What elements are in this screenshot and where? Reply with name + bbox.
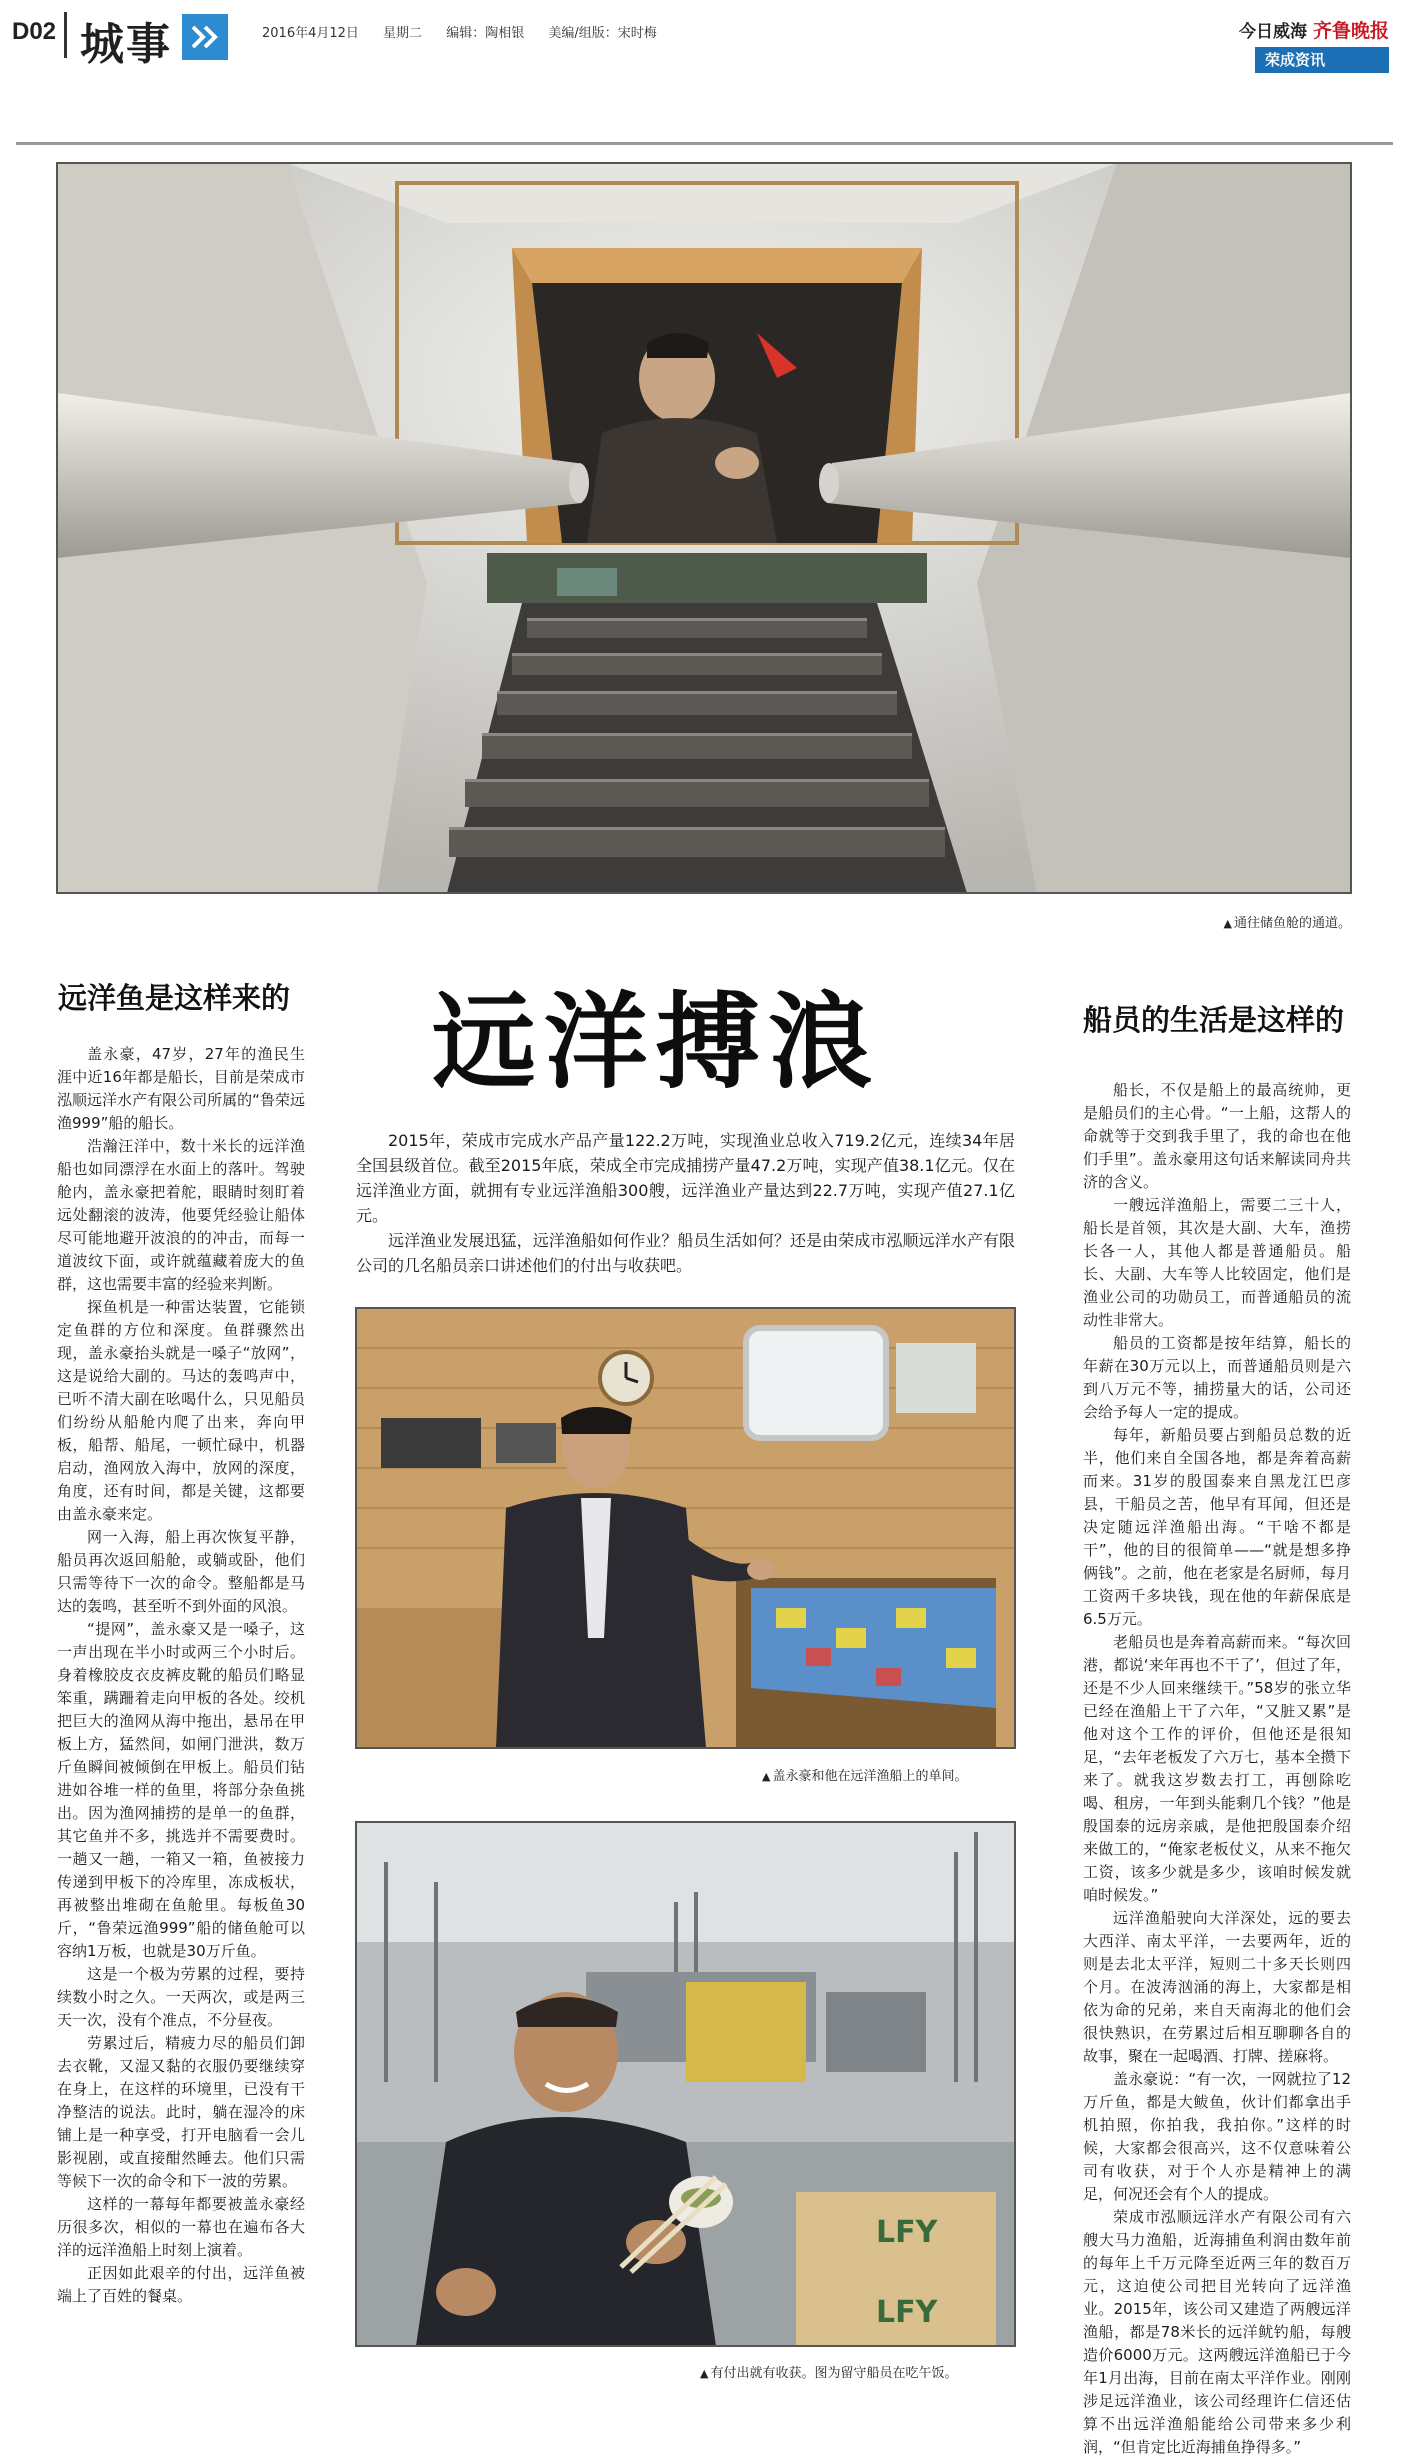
paragraph: 一艘远洋渔船上，需要二三十人，船长是首领，其次是大副、大车，渔捞长各一人，其他人都是普通船员。船长、大副、大车等人比较固定，他们是渔业公司的功勋员工，而普通船员的流动性非常大。: [1083, 1196, 1351, 1329]
paragraph: 探鱼机是一种雷达装置，它能锁定鱼群的方位和深度。鱼群骤然出现，盖永豪抬头就是一嗓子“放网”，这是说给大副的。马达的轰鸣声中，已听不清大副在吆喝什么，只见船员们纷纷从船舱内爬了出来，奔向甲板，船帮、船尾，一顿忙碌中，机器启动，渔网放入海中，放网的深度，角度，还有时间，都是关键，这都要由盖永豪来定。: [57, 1298, 305, 1523]
photo-crew-lunch: [356, 1822, 1015, 2346]
paragraph: “提网”，盖永豪又是一嗓子，这一声出现在半小时或两三个小时后。身着橡胶皮衣皮裤皮靴的船员们略显笨重，蹒跚着走向甲板的各处。绞机把巨大的渔网从海中拖出，悬吊在甲板上方，猛然间，如闸门泄洪，数万斤鱼瞬间被倾倒在甲板上。船员们钻进如谷堆一样的鱼里，将部分杂鱼挑出。因为渔网捕捞的是单一的鱼群，其它鱼并不多，挑选并不需要费时。一趟又一趟，一箱又一箱，鱼被接力传递到甲板下的冷库里，冻成板状，再被整出堆砌在鱼舱里。每板鱼30斤，“鲁荣远渔999”船的储鱼舱可以容纳1万板，也就是30万斤鱼。: [57, 1620, 305, 1960]
issue-date: 2016年4月12日: [262, 26, 359, 41]
brand-prefix: 今日威海: [1238, 22, 1307, 42]
paragraph: 船员的工资都是按年结算，船长的年薪在30万元以上，而普通船员则是六到八万元不等，捕捞量大的话，公司还会给予每人一定的提成。: [1083, 1334, 1351, 1421]
designer-credit: 美编/组版：宋时梅: [548, 26, 657, 41]
header-divider: [64, 12, 67, 58]
paragraph: 船长，不仅是船上的最高统帅，更是船员们的主心骨。“一上船，这帮人的命就等于交到我手里了，我的命也在他们手里”。盖永豪用这句话来解读同舟共济的含义。: [1083, 1081, 1351, 1191]
page-number: D02: [12, 18, 57, 45]
paragraph: 每年，新船员要占到船员总数的近半，他们来自全国各地，都是奔着高薪而来。31岁的殷国泰来自黑龙江巴彦县，干船员之苦，他早有耳闻，但还是决定随远洋渔船出海。“干啥不都是干”，他的目的很简单——“就是想多挣俩钱”。之前，他在老家是名厨师，每月工资两千多块钱，现在他的年薪保底是6.5万元。: [1083, 1426, 1351, 1628]
masthead-brand: [1211, 16, 1389, 73]
paragraph: 远洋渔船驶向大洋深处，远的要去大西洋、南太平洋，一去要两年，近的则是去北太平洋，短则二十多天长则四个月。在波涛汹涌的海上，大家都是相依为命的兄弟，来自天南海北的他们会很快熟识，在劳累过后相互聊聊各自的故事，聚在一起喝酒、打牌、搓麻将。: [1083, 1909, 1351, 2065]
editor-credit: 编辑：陶相银: [446, 26, 525, 41]
brand-subsection: 荣成资讯: [1211, 47, 1389, 73]
header-meta: [262, 22, 677, 41]
svg-text:LFY: LFY: [876, 2215, 938, 2250]
article-left-column: [57, 1043, 305, 2381]
paragraph: 这是一个极为劳累的过程，要持续数小时之久。一天两次，或是两三天一次，没有个准点，不分昼夜。: [57, 1965, 305, 2029]
paragraph: 这样的一幕每年都要被盖永豪经历很多次，相似的一幕也在遍布各大洋的远洋渔船上时刻上演着。: [57, 2195, 305, 2259]
paragraph: 荣成市泓顺远洋水产有限公司有六艘大马力渔船，近海捕鱼利润由数年前的每年上千万元降至近两三年的数百万元，这迫使公司把目光转向了远洋渔业。2015年，该公司又建造了两艘远洋渔船，都是78米长的远洋鱿钓船，每艘造价6000万元。这两艘远洋渔船已于今年1月出海，目前在南太平洋作业。刚刚涉足远洋渔业，该公司经理许仁信还估算不出远洋渔船能给公司带来多少利润，“但肯定比近海捕鱼挣得多。”: [1083, 2208, 1351, 2456]
svg-text:LFY: LFY: [876, 2295, 938, 2330]
paragraph: 正因如此艰辛的付出，远洋鱼被端上了百姓的餐桌。: [57, 2264, 305, 2305]
newspaper-name: 齐鲁晚报: [1312, 20, 1389, 42]
headline: 远洋搏浪: [432, 980, 881, 1103]
header-rule: [16, 142, 1393, 145]
caption-triangle-icon: ▲: [762, 1770, 771, 1783]
intro-paragraph: 2015年，荣成市完成水产品产量122.2万吨，实现渔业总收入719.2亿元，连续34年居全国县级首位。截至2015年底，荣成全市完成捕捞产量47.2万吨，实现产值38.1亿元。仅在远洋渔业方面，就拥有专业远洋渔船300艘，远洋渔业产量达到22.7万吨，实现产值27.1亿元。: [356, 1131, 1015, 1225]
paragraph: 盖永豪，47岁，27年的渔民生涯中近16年都是船长，目前是荣成市泓顺远洋水产有限公司所属的“鲁荣远渔999”船的船长。: [57, 1045, 305, 1132]
paragraph: 浩瀚汪洋中，数十米长的远洋渔船也如同漂浮在水面上的落叶。驾驶舱内，盖永豪把着舵，眼睛时刻盯着远处翻滚的波涛，他要凭经验让船体尽可能地避开波浪的的冲击，而每一道波纹下面，或许就蕴藏着庞大的鱼群，这也需要丰富的经验来判断。: [57, 1137, 305, 1293]
paragraph: 网一入海，船上再次恢复平静，船员再次返回船舱，或躺或卧，他们只需等待下一次的命令。整船都是马达的轰鸣，甚至听不到外面的风浪。: [57, 1528, 305, 1615]
caption-triangle-icon: ▲: [1223, 917, 1232, 930]
intro-paragraph: 远洋渔业发展迅猛，远洋渔船如何作业？船员生活如何？还是由荣成市泓顺远洋水产有限公司的几名船员亲口讲述他们的付出与收获吧。: [356, 1231, 1015, 1275]
brand-line: [1211, 16, 1389, 43]
double-chevron-right-icon: [182, 14, 228, 60]
subheading-right: 船员的生活是这样的: [1083, 1003, 1345, 1037]
article-right-column: [1083, 1079, 1351, 2456]
paragraph: 盖永豪说：“有一次，一网就拉了12万斤鱼，都是大鲅鱼，伙计们都拿出手机拍照，你拍我，我拍你。”这样的时候，大家都会很高兴，这不仅意味着公司有收获，对于个人亦是精神上的满足，何况还会有个人的提成。: [1083, 2070, 1351, 2203]
photo-captain-cabin: [356, 1308, 1015, 1748]
caption-main-photo: ▲ 通往储鱼舱的通道。: [1223, 916, 1351, 931]
subheading-left: 远洋鱼是这样来的: [58, 981, 291, 1015]
caption-meal-photo: ▲ 有付出就有收获。图为留守船员在吃午饭。: [700, 2366, 958, 2381]
caption-triangle-icon: ▲: [700, 2367, 709, 2380]
section-title: 城事: [80, 19, 172, 70]
intro-text: [356, 1128, 1015, 1278]
photo-fish-hold-passage: [57, 163, 1351, 893]
paragraph: 老船员也是奔着高薪而来。“每次回港，都说‘来年再也不干了’，但过了年，还是不少人回来继续干。”58岁的张立华已经在渔船上干了六年，“又脏又累”是他对这个工作的评价，但他还是很知足，“去年老板发了六万七，基本全攒下来了。就我这岁数去打工，再刨除吃喝、租房，一年到头能剩几个钱？”他是殷国泰的远房亲戚，是他把殷国泰介绍来做工的，“俺家老板仗义，从来不拖欠工资，该多少就是多少，该咱时候发就咱时候发。”: [1083, 1633, 1351, 1904]
paragraph: 劳累过后，精疲力尽的船员们卸去衣靴，又湿又黏的衣服仍要继续穿在身上，在这样的环境里，已没有干净整洁的说法。此时，躺在湿冷的床铺上是一种享受，打开电脑看一会儿影视剧，或直接酣然睡去。他们只需等候下一次的命令和下一波的劳累。: [57, 2034, 305, 2190]
caption-cabin-photo: ▲ 盖永豪和他在远洋渔船上的单间。: [762, 1769, 968, 1784]
issue-weekday: 星期二: [383, 26, 423, 41]
